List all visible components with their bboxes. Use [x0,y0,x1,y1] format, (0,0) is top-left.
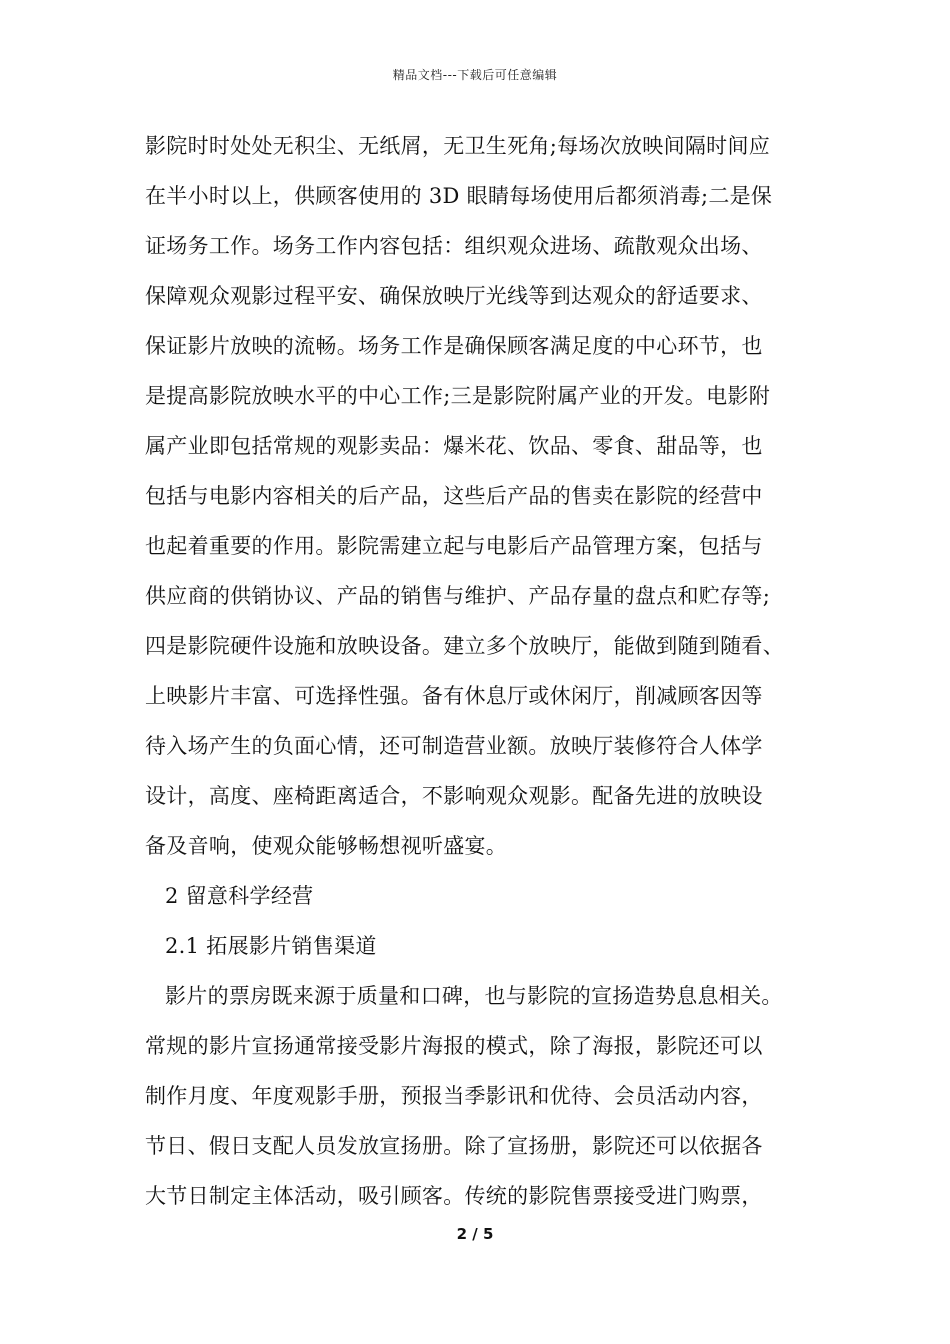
paragraph-line: 是提高影院放映水平的中心工作;三是影院附属产业的开发。电影附 [145,384,771,408]
document-body [145,126,825,1226]
paragraph-line: 制作月度、年度观影手册，预报当季影讯和优待、会员活动内容， [145,1084,763,1108]
page-header: 精品文档---下载后可任意编辑 [392,68,558,82]
section-heading: 2 留意科学经营 [165,884,314,908]
paragraph-line: 影院时时处处无积尘、无纸屑，无卫生死角;每场次放映间隔时间应 [145,134,771,158]
paragraph-line: 待入场产生的负面心情，还可制造营业额。放映厅装修符合人体学 [145,734,763,758]
paragraph-line: 四是影院硬件设施和放映设备。建立多个放映厅，能做到随到随看、 [145,634,784,658]
subsection-heading: 2.1 拓展影片销售渠道 [165,934,377,958]
paragraph-line: 节日、假日支配人员发放宣扬册。除了宣扬册，影院还可以依据各 [145,1134,763,1158]
paragraph-line: 属产业即包括常规的观影卖品：爆米花、饮品、零食、甜品等，也 [145,434,763,458]
page-number: 2 / 5 [456,1225,494,1243]
paragraph-line: 保障观众观影过程平安、确保放映厅光线等到达观众的舒适要求、 [145,284,763,308]
paragraph-line: 影片的票房既来源于质量和口碑，也与影院的宣扬造势息息相关。 [165,984,783,1008]
paragraph-line: 设计，高度、座椅距离适合，不影响观众观影。配备先进的放映设 [145,784,763,808]
paragraph-line: 包括与电影内容相关的后产品，这些后产品的售卖在影院的经营中 [145,484,763,508]
paragraph-line: 在半小时以上，供顾客使用的 3D 眼睛每场使用后都须消毒;二是保 [145,184,773,208]
paragraph-line: 备及音响，使观众能够畅想视听盛宴。 [145,834,508,858]
paragraph-line: 大节日制定主体活动，吸引顾客。传统的影院售票接受进门购票， [145,1184,763,1208]
paragraph-line: 也起着重要的作用。影院需建立起与电影后产品管理方案，包括与 [145,534,763,558]
paragraph-line: 保证影片放映的流畅。场务工作是确保顾客满足度的中心环节，也 [145,334,763,358]
paragraph-line: 供应商的供销协议、产品的销售与维护、产品存量的盘点和贮存等; [145,584,771,608]
paragraph-line: 证场务工作。场务工作内容包括：组织观众进场、疏散观众出场、 [145,234,763,258]
paragraph-line: 常规的影片宣扬通常接受影片海报的模式，除了海报，影院还可以 [145,1034,763,1058]
paragraph-line: 上映影片丰富、可选择性强。备有休息厅或休闲厅，削减顾客因等 [145,684,763,708]
